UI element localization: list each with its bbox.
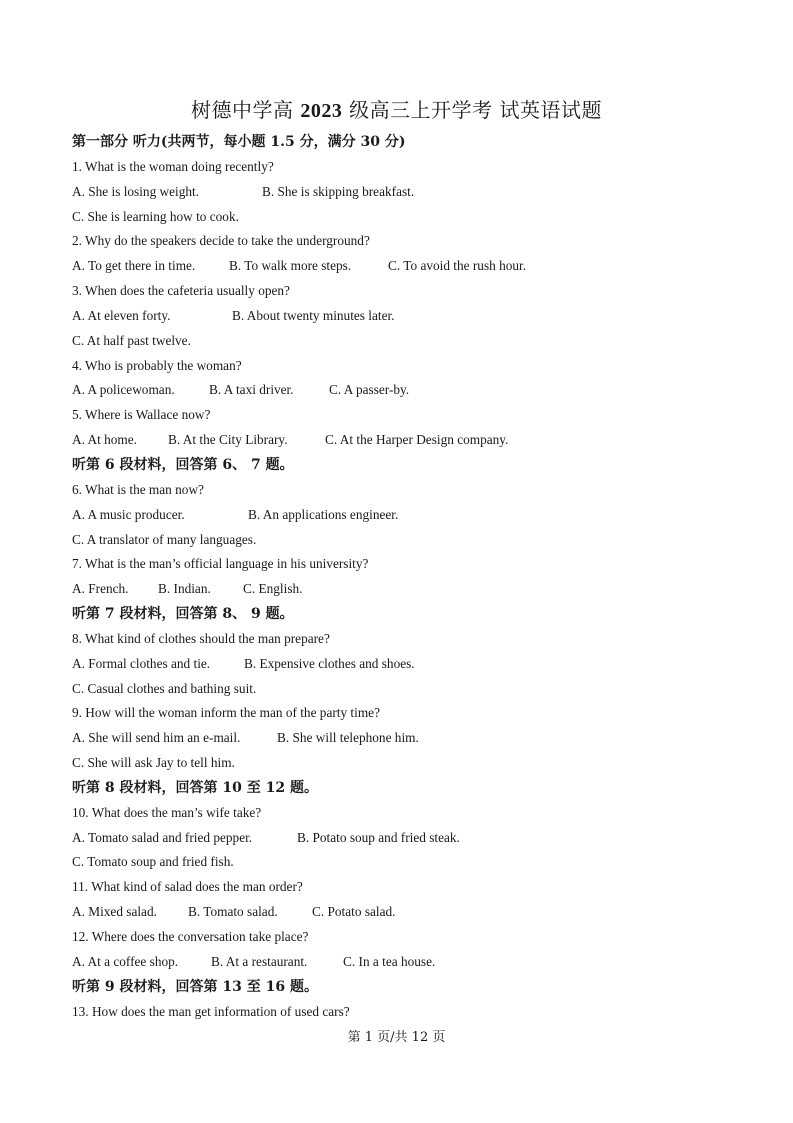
answer-option: C. To avoid the rush hour.	[388, 258, 527, 274]
question-text: 7. What is the man’s official language in his university?	[72, 556, 369, 572]
answer-option: C. A translator of many languages.	[72, 531, 257, 547]
answer-option: C. Potato salad.	[312, 904, 396, 920]
answer-option: C. Casual clothes and bathing suit.	[72, 680, 257, 696]
part-heading: 第一部分 听力(共两节，每小题 1.5 分，满分 30 分)	[72, 134, 406, 150]
answer-options	[72, 205, 732, 230]
answer-option: B. Potato soup and fried steak.	[297, 829, 460, 845]
answer-options	[72, 503, 732, 528]
question-text: 4. Who is probably the woman?	[72, 357, 242, 373]
answer-option: B. At the City Library.	[168, 432, 288, 448]
answer-option: A. Tomato salad and fried pepper.	[72, 829, 253, 845]
question-text: 5. Where is Wallace now?	[72, 407, 211, 423]
answer-option: C. English.	[243, 581, 303, 597]
question-text: 13. How does the man get information of used cars?	[72, 1003, 350, 1019]
answer-option: B. An applications engineer.	[248, 506, 399, 522]
answer-option: C. She is learning how to cook.	[72, 208, 239, 224]
answer-option: A. To get there in time.	[72, 258, 196, 274]
section-instruction: 听第 8 段材料，回答第 10 至 12 题。	[72, 779, 318, 796]
answer-option: B. She is skipping breakfast.	[262, 183, 415, 199]
answer-options	[72, 850, 732, 875]
answer-options	[72, 329, 732, 354]
answer-option: A. At home.	[72, 432, 138, 448]
answer-options	[72, 428, 732, 453]
question-text: 12. Where does the conversation take place?	[72, 929, 309, 944]
answer-options	[72, 677, 732, 702]
question-text: 1. What is the woman doing recently?	[72, 158, 274, 174]
answer-options	[72, 577, 732, 602]
answer-option: A. She will send him an e-mail.	[72, 730, 241, 746]
answer-option: C. She will ask Jay to tell him.	[72, 755, 235, 771]
answer-option: B. About twenty minutes later.	[232, 307, 395, 323]
answer-option: A. She is losing weight.	[72, 183, 200, 199]
question-text: 11. What kind of salad does the man order?	[72, 879, 303, 895]
answer-option: B. She will telephone him.	[277, 730, 419, 746]
answer-options	[72, 378, 732, 403]
section-instruction: 听第 6 段材料，回答第 6、 7 题。	[72, 456, 294, 473]
answer-option: B. Expensive clothes and shoes.	[244, 655, 415, 671]
answer-option: B. A taxi driver.	[209, 382, 294, 398]
question-text: 9. How will the woman inform the man of the party time?	[72, 705, 380, 721]
answer-option: C. At the Harper Design company.	[325, 432, 509, 448]
answer-options	[72, 528, 732, 553]
answer-options	[72, 751, 732, 776]
answer-option: A. Mixed salad.	[72, 904, 157, 920]
answer-option: A. At eleven forty.	[72, 307, 171, 323]
answer-option: A. French.	[72, 581, 129, 597]
answer-option: B. Tomato salad.	[188, 904, 278, 920]
answer-options	[72, 254, 732, 279]
page-title	[0, 97, 793, 124]
section-instruction: 听第 7 段材料，回答第 8、 9 题。	[72, 606, 294, 623]
answer-options	[72, 180, 732, 205]
answer-option: A. Formal clothes and tie.	[72, 655, 211, 671]
answer-option: A. A policewoman.	[72, 382, 175, 398]
title-suffix: 级高三上开学考 试英语试题	[342, 98, 603, 122]
answer-options	[72, 900, 732, 925]
answer-option: A. At a coffee shop.	[72, 953, 179, 969]
answer-options	[72, 304, 732, 329]
section-instruction: 听第 9 段材料，回答第 13 至 16 题。	[72, 978, 318, 995]
question-text: 3. When does the cafeteria usually open?	[72, 283, 290, 299]
answer-options	[72, 652, 732, 677]
answer-option: A. A music producer.	[72, 506, 185, 522]
page-footer: 第 1 页/共 12 页	[347, 1030, 446, 1045]
answer-options	[72, 950, 732, 975]
answer-option: C. At half past twelve.	[72, 332, 191, 348]
question-text: 2. Why do the speakers decide to take the underground?	[72, 233, 370, 249]
answer-options	[72, 726, 732, 751]
answer-option: C. In a tea house.	[343, 953, 436, 969]
answer-option: B. Indian.	[158, 581, 211, 597]
title-prefix: 树德中学高	[190, 98, 301, 122]
answer-option: C. Tomato soup and fried fish.	[72, 854, 234, 870]
question-text: 8. What kind of clothes should the man prepare?	[72, 630, 330, 646]
answer-option: C. A passer-by.	[329, 382, 410, 398]
title-year: 2023	[300, 100, 343, 122]
question-text: 6. What is the man now?	[72, 481, 204, 497]
exam-content	[72, 130, 732, 1024]
answer-option: B. To walk more steps.	[229, 258, 352, 274]
answer-options	[72, 826, 732, 851]
question-text: 10. What does the man’s wife take?	[72, 804, 262, 820]
answer-option: B. At a restaurant.	[211, 953, 308, 969]
